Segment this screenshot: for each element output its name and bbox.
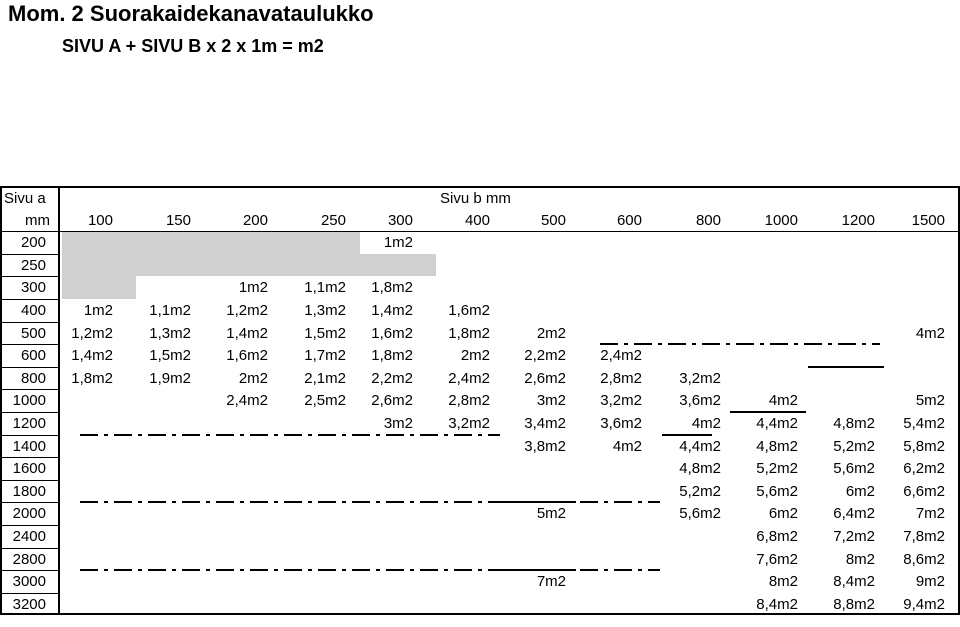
row-header: 3000 [12, 573, 46, 591]
table-cell: 1m2 [238, 279, 268, 297]
gray-shading [62, 276, 136, 299]
table-cell: 3m2 [536, 392, 566, 410]
solid-underline [662, 434, 712, 436]
table-cell: 2,6m2 [371, 392, 413, 410]
column-header: 200 [242, 211, 268, 229]
row-header: 1600 [12, 460, 46, 478]
row-header: 2800 [12, 550, 46, 568]
table-cell: 4m2 [691, 415, 721, 432]
table-cell: 6,4m2 [833, 505, 875, 523]
table-left-border [0, 186, 2, 615]
table-cell: 1,4m2 [226, 324, 268, 342]
table-cell: 2m2 [238, 369, 268, 387]
table-cell: 1,3m2 [304, 302, 346, 319]
table-cell: 1,8m2 [71, 369, 113, 387]
table-cell: 7,6m2 [756, 550, 798, 568]
table-cell: 5,6m2 [833, 460, 875, 478]
table-cell: 1,8m2 [371, 279, 413, 297]
table-cell: 3,2m2 [679, 369, 721, 387]
table-cell: 1,8m2 [448, 324, 490, 342]
row-header: 2000 [12, 505, 46, 523]
row-header: 2400 [12, 528, 46, 545]
table-bottom-border [0, 613, 960, 615]
table-cell: 1,3m2 [149, 324, 191, 342]
table-cell: 2,2m2 [524, 347, 566, 365]
table-cell: 4,4m2 [756, 415, 798, 432]
table-cell: 2,4m2 [226, 392, 268, 410]
row-divider [0, 457, 58, 458]
table-cell: 1,5m2 [304, 324, 346, 342]
table-cell: 7m2 [536, 573, 566, 591]
table-cell: 8,4m2 [833, 573, 875, 591]
table-cell: 5,2m2 [679, 482, 721, 500]
table-cell: 7,8m2 [903, 528, 945, 545]
solid-underline [500, 501, 576, 503]
row-divider [0, 548, 58, 549]
row-divider [0, 254, 58, 255]
table-cell: 1,5m2 [149, 347, 191, 365]
table-cell: 1,1m2 [149, 302, 191, 319]
row-header: 400 [20, 302, 46, 319]
table-cell: 5,8m2 [903, 437, 945, 455]
row-header: 1800 [12, 482, 46, 500]
column-header: 800 [695, 211, 721, 229]
table-cell: 2,4m2 [448, 369, 490, 387]
row-divider [0, 299, 58, 300]
row-header: 250 [20, 256, 46, 274]
table-cell: 1,6m2 [448, 302, 490, 319]
table-cell: 8,4m2 [756, 595, 798, 613]
table-cell: 2,1m2 [304, 369, 346, 387]
row-divider [0, 593, 58, 594]
table-cell: 5m2 [536, 505, 566, 523]
row-header-divider [58, 186, 60, 615]
table-cell: 5,4m2 [903, 415, 945, 432]
column-header: 250 [320, 211, 346, 229]
table-cell: 1,6m2 [226, 347, 268, 365]
table-cell: 9m2 [915, 573, 945, 591]
table-cell: 2m2 [460, 347, 490, 365]
table-cell: 4,8m2 [756, 437, 798, 455]
dash-line [80, 569, 500, 571]
row-divider [0, 412, 58, 413]
row-header: 3200 [12, 595, 46, 613]
duct-area-table [0, 186, 960, 627]
row-divider [0, 322, 58, 323]
table-cell: 1,1m2 [304, 279, 346, 297]
row-divider [0, 525, 58, 526]
row-header: 800 [20, 369, 46, 387]
table-cell: 1m2 [83, 302, 113, 319]
row-divider [0, 502, 58, 503]
table-cell: 1,2m2 [71, 324, 113, 342]
corner-mm: mm [25, 211, 50, 229]
row-header: 1200 [12, 415, 46, 432]
table-cell: 3m2 [383, 415, 413, 432]
table-cell: 2,8m2 [600, 369, 642, 387]
table-cell: 4,8m2 [679, 460, 721, 478]
table-cell: 1m2 [383, 234, 413, 252]
table-cell: 1,8m2 [371, 347, 413, 365]
column-header: 500 [540, 211, 566, 229]
dash-line [580, 569, 660, 571]
row-divider [0, 367, 58, 368]
row-divider [0, 435, 58, 436]
table-cell: 3,6m2 [679, 392, 721, 410]
table-cell: 2,4m2 [600, 347, 642, 365]
row-header: 300 [20, 279, 46, 297]
table-cell: 8,6m2 [903, 550, 945, 568]
row-header: 500 [20, 324, 46, 342]
column-header: 400 [464, 211, 490, 229]
table-cell: 2,2m2 [371, 369, 413, 387]
column-header: 300 [387, 211, 413, 229]
table-cell: 1,4m2 [371, 302, 413, 319]
row-header: 600 [20, 347, 46, 365]
table-cell: 9,4m2 [903, 595, 945, 613]
row-header: 200 [20, 234, 46, 252]
table-cell: 3,8m2 [524, 437, 566, 455]
table-cell: 3,6m2 [600, 415, 642, 432]
table-cell: 1,6m2 [371, 324, 413, 342]
table-cell: 7m2 [915, 505, 945, 523]
solid-underline [730, 411, 806, 413]
table-cell: 4m2 [612, 437, 642, 455]
formula-subtitle: SIVU A + SIVU B x 2 x 1m = m2 [62, 36, 324, 56]
row-divider [0, 480, 58, 481]
solid-underline [808, 366, 884, 368]
corner-sivu-a: Sivu a [4, 190, 46, 207]
table-cell: 1,4m2 [71, 347, 113, 365]
table-cell: 1,2m2 [226, 302, 268, 319]
table-cell: 1,7m2 [304, 347, 346, 365]
table-cell: 5,2m2 [756, 460, 798, 478]
dash-line [600, 343, 880, 345]
row-divider [0, 389, 58, 390]
table-cell: 3,2m2 [448, 415, 490, 432]
column-header: 100 [87, 211, 113, 229]
table-cell: 3,4m2 [524, 415, 566, 432]
gray-shading [62, 231, 360, 276]
table-cell: 8m2 [768, 573, 798, 591]
table-cell: 8m2 [845, 550, 875, 568]
row-divider [0, 570, 58, 571]
table-cell: 3,2m2 [600, 392, 642, 410]
table-cell: 4m2 [768, 392, 798, 410]
solid-underline [500, 569, 576, 571]
table-cell: 5m2 [915, 392, 945, 410]
dash-line [580, 501, 660, 503]
table-cell: 2,8m2 [448, 392, 490, 410]
column-header: 1500 [911, 211, 945, 229]
table-cell: 7,2m2 [833, 528, 875, 545]
table-cell: 4,8m2 [833, 415, 875, 432]
table-top-border [0, 186, 960, 188]
table-cell: 8,8m2 [833, 595, 875, 613]
column-header: 1200 [841, 211, 875, 229]
row-header: 1000 [12, 392, 46, 410]
row-divider [0, 276, 58, 277]
table-cell: 2m2 [536, 324, 566, 342]
column-header: 600 [616, 211, 642, 229]
page-title: Mom. 2 Suorakaidekanavataulukko [8, 1, 374, 26]
row-divider [0, 344, 58, 345]
table-cell: 6m2 [845, 482, 875, 500]
table-cell: 5,6m2 [756, 482, 798, 500]
table-cell: 5,2m2 [833, 437, 875, 455]
column-header: 150 [165, 211, 191, 229]
table-cell: 4m2 [915, 324, 945, 342]
header-divider [0, 231, 960, 232]
gray-shading [360, 254, 436, 277]
table-cell: 6,8m2 [756, 528, 798, 545]
table-cell: 6m2 [768, 505, 798, 523]
table-cell: 6,2m2 [903, 460, 945, 478]
table-cell: 6,6m2 [903, 482, 945, 500]
sivu-b-label: Sivu b mm [440, 190, 511, 207]
table-cell: 4,4m2 [679, 437, 721, 455]
table-cell: 2,5m2 [304, 392, 346, 410]
table-cell: 2,6m2 [524, 369, 566, 387]
row-header: 1400 [12, 437, 46, 455]
dash-line [80, 434, 500, 436]
dash-line [80, 501, 500, 503]
column-header: 1000 [764, 211, 798, 229]
table-cell: 1,9m2 [149, 369, 191, 387]
table-cell: 5,6m2 [679, 505, 721, 523]
